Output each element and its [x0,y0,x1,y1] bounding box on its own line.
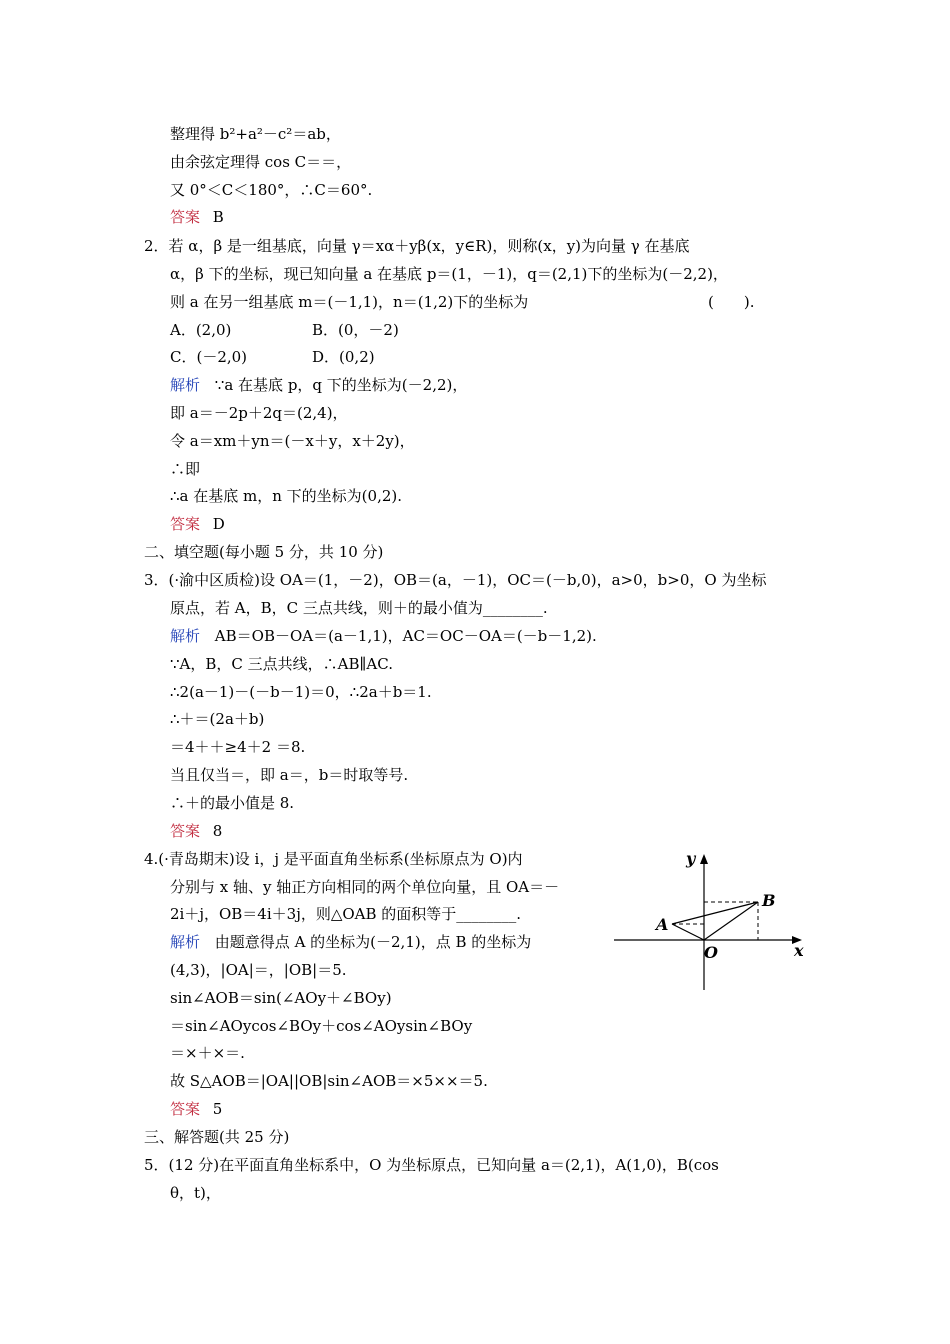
question-text: 分别与 x 轴、y 轴正方向相同的两个单位向量，且 OA＝－ [170,878,560,896]
analysis-text: ∴＋＝(2a＋b) [170,710,265,728]
text-line: 又 0°＜C＜180°，∴C＝60°. [170,181,373,199]
section-heading: 二、填空题(每小题 5 分，共 10 分) [144,543,384,561]
analysis-label: 解析 [170,376,201,394]
option-a: A．(2,0) [170,321,232,339]
label-b: B [762,891,776,910]
analysis-text: ∴＋的最小值是 8. [170,794,295,812]
analysis-text: ∴2(a－1)－(－b－1)＝0，∴2a＋b＝1. [170,683,432,701]
question-text: 5．(12 分)在平面直角坐标系中，O 为坐标原点，已知向量 a＝(2,1)，A(1,0)，B(cos [144,1156,719,1174]
question-text: α，β 下的坐标，现已知向量 a 在基底 p＝(1，－1)，q＝(2,1)下的坐标为(－2,2)， [170,265,728,283]
segment-oa [672,924,704,940]
analysis-text: 当且仅当＝，即 a＝，b＝时取等号. [170,766,409,784]
question-text: 2i＋j，OB＝4i＋3j，则△OAB 的面积等于________. [170,905,522,923]
analysis-label: 解析 [170,933,201,951]
answer-bracket: ( ). [708,293,755,311]
segment-ob [704,902,758,940]
analysis-text: AB＝OB－OA＝(a－1,1)，AC＝OC－OA＝(－b－1,2). [214,627,597,645]
answer-value: 8 [212,822,223,840]
analysis-text: ∴即 [170,460,201,478]
analysis-text: 令 a＝xm＋yn＝(－x＋y，x＋2y)， [170,432,415,450]
answer-line [170,207,224,227]
analysis-text: (4,3)，|OA|＝，|OB|＝5. [170,961,347,979]
analysis-text: ＝4＋＋≥4＋2 ＝8. [170,738,306,756]
text-line: 由余弦定理得 cos C＝＝， [170,153,352,171]
y-axis-arrow [700,854,708,864]
analysis-text: ＝×＋×＝. [170,1044,245,1062]
option-c: C．(－2,0) [170,348,248,366]
option-d: D．(0,2) [312,348,375,366]
coordinate-figure [612,848,812,990]
analysis-line [170,375,467,395]
answer-line [170,821,222,841]
answer-label: 答案 [170,515,201,533]
question-text: 4.(·青岛期末)设 i，j 是平面直角坐标系(坐标原点为 O)内 [144,850,523,868]
analysis-label: 解析 [170,627,201,645]
question-text: 则 a 在另一组基底 m＝(－1,1)，n＝(1,2)下的坐标为 [170,293,529,311]
analysis-line [170,932,531,952]
option-b: B．(0，－2) [312,321,399,339]
analysis-text: 故 S△AOB＝|OA||OB|sin∠AOB＝×5××＝5. [170,1072,488,1090]
answer-label: 答案 [170,208,201,226]
answer-label: 答案 [170,1100,201,1118]
analysis-text: ＝sin∠AOycos∠BOy＋cos∠AOysin∠BOy [170,1017,473,1035]
analysis-text: sin∠AOB＝sin(∠AOy＋∠BOy) [170,989,392,1007]
question-text: 3．(·渝中区质检)设 OA＝(1，－2)，OB＝(a，－1)，OC＝(－b,0)，a>0，b>0，O 为坐标 [144,571,767,589]
analysis-text: ∴a 在基底 m，n 下的坐标为(0,2). [170,487,403,505]
label-y: y [686,849,696,868]
analysis-text: 即 a＝－2p＋2q＝(2,4)， [170,404,348,422]
question-text: θ，t)， [170,1184,221,1202]
answer-line [170,1099,222,1119]
label-a: A [656,915,669,934]
answer-line [170,514,225,534]
text-line: 整理得 b²+a²－c²＝ab， [170,125,341,143]
question-text: 2．若 α，β 是一组基底，向量 γ＝xα＋yβ(x，y∈R)，则称(x，y)为向量 γ 在基底 [144,237,690,255]
question-text: 原点，若 A，B，C 三点共线，则＋的最小值为________. [170,599,548,617]
section-heading: 三、解答题(共 25 分) [144,1128,290,1146]
answer-value: B [212,208,224,226]
segment-ab [672,902,758,924]
label-o: O [704,943,718,962]
analysis-text: ∵a 在基底 p，q 下的坐标为(－2,2)， [214,376,468,394]
label-x: x [794,941,804,960]
answer-value: 5 [212,1100,223,1118]
analysis-text: ∵A，B，C 三点共线，∴AB∥AC. [170,655,393,673]
answer-label: 答案 [170,822,201,840]
analysis-text: 由题意得点 A 的坐标为(－2,1)，点 B 的坐标为 [214,933,532,951]
analysis-line [170,626,597,646]
answer-value: D [212,515,225,533]
